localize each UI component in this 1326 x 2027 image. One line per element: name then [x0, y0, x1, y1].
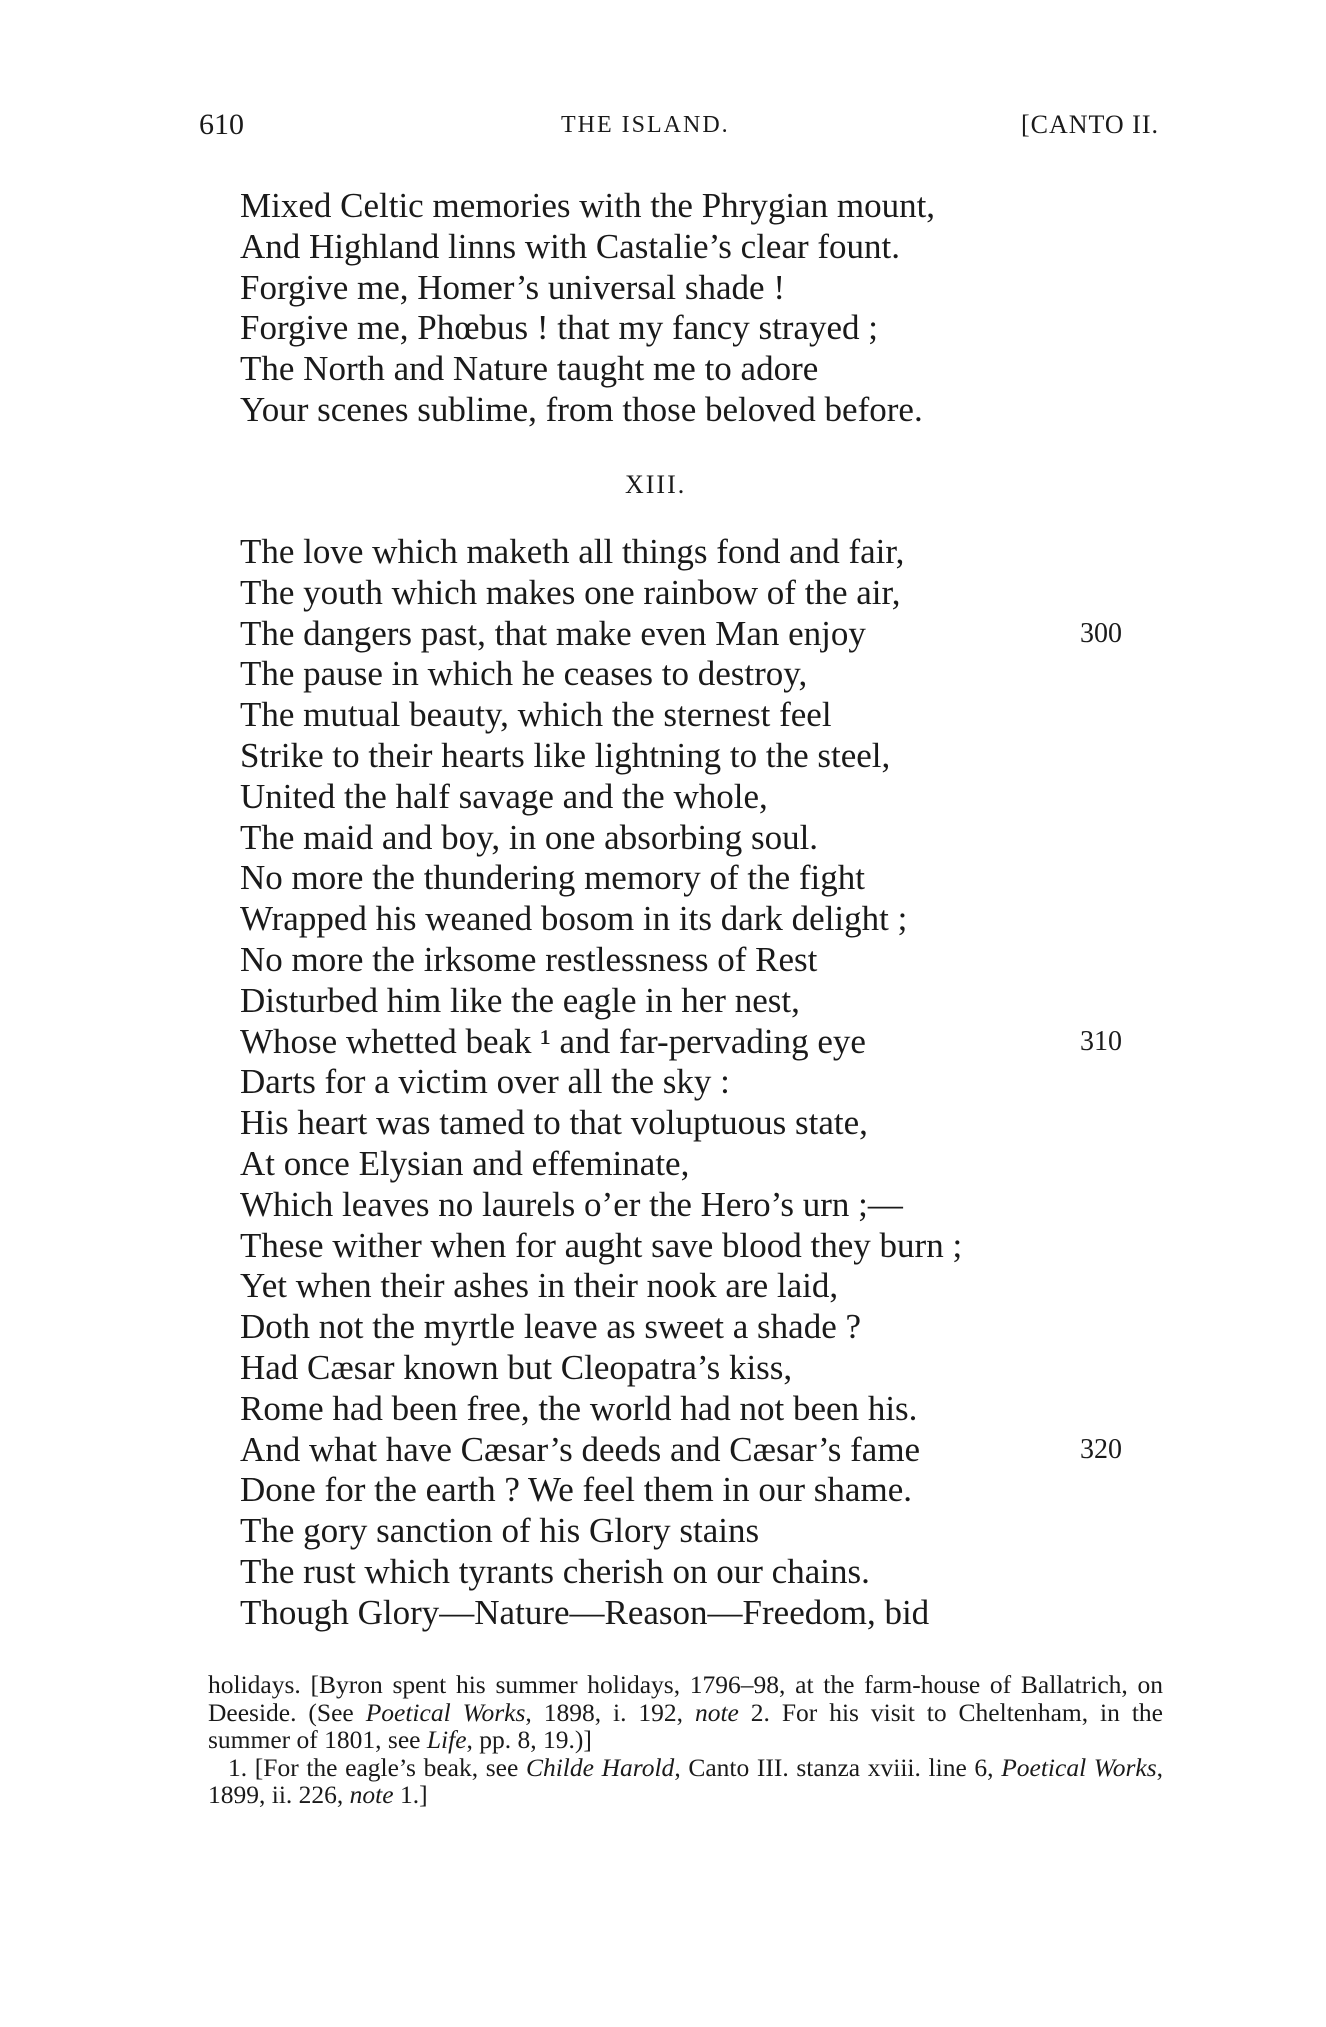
line-number: 300: [1080, 617, 1122, 649]
canto-label: [CANTO II.: [1020, 110, 1159, 139]
note-text: , Canto III. stanza xviii. line 6,: [674, 1752, 1002, 1782]
verse-text: The pause in which he ceases to destroy,: [240, 654, 808, 694]
verse-text: The maid and boy, in one absorbing soul.: [240, 817, 819, 857]
footnote-continued: [208, 1671, 1163, 1754]
verse-text: Had Cæsar known but Cleopatra’s kiss,: [240, 1347, 793, 1387]
stanza-number: XIII.: [625, 470, 687, 499]
verse-text: Strike to their hearts like lightning to the steel,: [240, 735, 891, 775]
italic-text: Poetical Works: [365, 1697, 526, 1727]
verse-text: Rome had been free, the world had not been his.: [240, 1388, 918, 1428]
verse-text: And Highland linns with Castalie’s clear fount.: [240, 226, 901, 266]
verse-text: These wither when for aught save blood they burn ;: [240, 1225, 963, 1265]
verse-line: [240, 1022, 1170, 1063]
verse-line: [240, 573, 1170, 614]
verse-line: [240, 858, 1170, 899]
verse-line: [240, 1103, 1170, 1144]
italic-text: Life: [426, 1725, 467, 1754]
verse-text: Mixed Celtic memories with the Phrygian mount,: [240, 186, 936, 225]
verse-line: [240, 186, 1170, 227]
note-text: , pp. 8, 19.)]: [466, 1725, 592, 1754]
verse-text: Which leaves no laurels o’er the Hero’s urn ;—: [240, 1184, 903, 1224]
italic-text: note: [694, 1697, 739, 1727]
verse-text: No more the irksome restlessness of Rest: [240, 939, 818, 979]
verse-line: [240, 940, 1170, 981]
verse-text: Wrapped his weaned bosom in its dark delight ;: [240, 899, 908, 939]
verse-line: [240, 899, 1170, 940]
verse-line: [240, 777, 1170, 818]
line-number: 320: [1080, 1433, 1122, 1465]
verse-line: [240, 532, 1170, 573]
verse-text: Though Glory—Nature—Reason—Freedom, bid: [240, 1592, 930, 1632]
verse-line: [240, 1470, 1170, 1511]
verse-line: [240, 981, 1170, 1022]
note-text: holidays. [Byron spent his summer holidays, 1796–98, at the farm-house of Ballatrich, on Deeside. (See: [208, 1670, 1163, 1727]
verse-line: [240, 349, 1170, 390]
verse-line: [240, 1511, 1170, 1552]
verse-text: No more the thundering memory of the fight: [240, 858, 865, 898]
verse-line: [240, 614, 1170, 655]
verse-text: And what have Cæsar’s deeds and Cæsar’s fame: [240, 1429, 921, 1469]
verse-text: At once Elysian and effeminate,: [240, 1143, 690, 1183]
line-number: 310: [1080, 1025, 1122, 1057]
italic-text: Childe Harold: [525, 1752, 675, 1782]
verse-line: [240, 1307, 1170, 1348]
verse-text: Disturbed him like the eagle in her nest,: [240, 980, 800, 1020]
verse-line: [240, 1593, 1170, 1634]
note-text: 1.]: [393, 1780, 428, 1809]
verse-line: [240, 654, 1170, 695]
verse-text: Forgive me, Phœbus ! that my fancy strayed ;: [240, 308, 878, 348]
verse-line: [240, 227, 1170, 268]
verse-text: The North and Nature taught me to adore: [240, 349, 819, 389]
verse-line: [240, 695, 1170, 736]
running-title: THE ISLAND.: [561, 112, 730, 138]
verse-text: The gory sanction of his Glory stains: [240, 1511, 760, 1551]
verse-line: [240, 1185, 1170, 1226]
note-text: 1. [For the eagle’s beak, see: [228, 1752, 526, 1782]
verse-text: Doth not the myrtle leave as sweet a shade ?: [240, 1307, 862, 1347]
verse-text: Whose whetted beak ¹ and far-pervading eye: [240, 1021, 866, 1061]
verse-text: His heart was tamed to that voluptuous state,: [240, 1103, 868, 1143]
verse-line: [240, 1144, 1170, 1185]
verse-text: The rust which tyrants cherish on our chains.: [240, 1551, 870, 1591]
verse-text: United the half savage and the whole,: [240, 776, 768, 816]
verse-text: Done for the earth ? We feel them in our shame.: [240, 1470, 912, 1510]
verse-text: Yet when their ashes in their nook are laid,: [240, 1266, 839, 1306]
verse-line: [240, 1389, 1170, 1430]
verse-line: [240, 1226, 1170, 1267]
verse-text: Forgive me, Homer’s universal shade !: [240, 267, 785, 307]
verse-line: [240, 1266, 1170, 1307]
page-number: 610: [199, 108, 244, 141]
stanza-continuation: [240, 186, 1170, 431]
verse-line: [240, 1062, 1170, 1103]
note-text: , 1898, i. 192,: [525, 1697, 695, 1727]
verse-line: [240, 818, 1170, 859]
verse-text: The dangers past, that make even Man enjoy: [240, 613, 866, 653]
note-text: , 1899, ii. 226,: [208, 1752, 1163, 1809]
verse-line: [240, 1552, 1170, 1593]
verse-line: [240, 1430, 1170, 1471]
verse-line: [240, 268, 1170, 309]
footnote-1: [208, 1754, 1163, 1809]
verse-line: [240, 736, 1170, 777]
stanza-xiii: [240, 532, 1170, 1634]
verse-text: Your scenes sublime, from those beloved before.: [240, 389, 923, 429]
verse-text: Darts for a victim over all the sky :: [240, 1062, 730, 1102]
verse-line: [240, 1348, 1170, 1389]
footnotes: [208, 1671, 1163, 1809]
italic-text: note: [349, 1780, 394, 1809]
italic-text: Poetical Works: [1001, 1752, 1157, 1782]
running-head: [199, 108, 1159, 148]
verse-line: [240, 390, 1170, 431]
verse-text: The love which maketh all things fond and fair,: [240, 532, 905, 571]
verse-line: [240, 308, 1170, 349]
verse-text: The mutual beauty, which the sternest feel: [240, 695, 832, 735]
note-text: 2. For his visit to Cheltenham, in the summer of 1801, see: [208, 1697, 1163, 1754]
verse-text: The youth which makes one rainbow of the air,: [240, 572, 901, 612]
